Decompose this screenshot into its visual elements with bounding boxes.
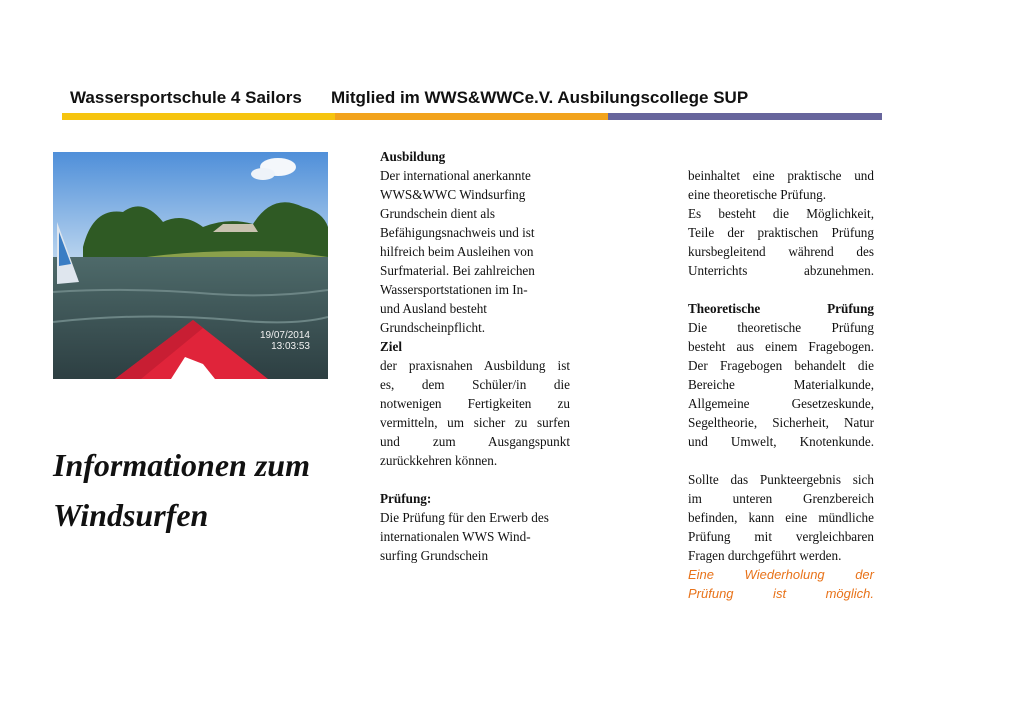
text-line: Surfmaterial. Bei zahlreichen — [380, 263, 535, 278]
text-line: hilfreich beim Ausleihen von — [380, 244, 534, 259]
text-line: Teile der praktischen Prüfung — [688, 225, 874, 240]
header-bar-yellow — [62, 113, 335, 120]
text-line: Sollte das Punkteergebnis sich — [688, 472, 874, 487]
title-line-1: Informationen zum — [53, 447, 310, 483]
text-line: Es besteht die Möglichkeit, — [688, 206, 874, 221]
text-line: Allgemeine Gesetzeskunde, — [688, 396, 874, 411]
header-bar-orange — [335, 113, 608, 120]
header-bar-purple — [608, 113, 882, 120]
title-line-2: Windsurfen — [53, 497, 209, 533]
text-line: Prüfung mit vergleichbaren — [688, 529, 874, 544]
text-line: Befähigungsnachweis und ist — [380, 225, 535, 240]
text-line: Unterrichts abzunehmen. — [688, 263, 874, 278]
text-line: und zum Ausgangspunkt — [380, 434, 570, 449]
text-line: Die theoretische Prüfung — [688, 320, 874, 335]
column-left — [380, 147, 570, 565]
text-line: vermitteln, um sicher zu surfen — [380, 415, 570, 430]
text-line: Fragen durchgeführt werden. — [688, 548, 842, 563]
text-line: beinhaltet eine praktische und — [688, 168, 874, 183]
spacer — [380, 470, 570, 489]
heading-ziel: Ziel — [380, 339, 402, 354]
text-line: der praxisnahen Ausbildung ist — [380, 358, 570, 373]
page-title — [53, 440, 353, 540]
windsurf-photo — [53, 152, 328, 379]
photo-time: 13:03:53 — [271, 341, 310, 352]
heading-pruefung: Prüfung: — [380, 491, 432, 506]
text-line: Segeltheorie, Sicherheit, Natur — [688, 415, 874, 430]
text-line: surfing Grundschein — [380, 548, 489, 563]
text-line: internationalen WWS Wind- — [380, 529, 531, 544]
text-line: es, dem Schüler/in die — [380, 377, 570, 392]
photo-date: 19/07/2014 — [259, 330, 310, 341]
text-line: befinden, kann eine mündliche — [688, 510, 874, 525]
text-line: zurückkehren können. — [380, 453, 498, 468]
text-line: und Ausland besteht — [380, 301, 487, 316]
school-name: Wassersportschule 4 Sailors — [70, 88, 302, 107]
heading-theoretische-pruefung: Theoretische Prüfung — [688, 301, 874, 316]
heading-ausbildung: Ausbildung — [380, 149, 446, 164]
text-line: Grundschein dient als — [380, 206, 495, 221]
column-right — [688, 166, 874, 603]
spacer — [688, 451, 874, 470]
membership-text: Mitglied im WWS&WWCe.V. Ausbilungscollege SUP — [331, 88, 749, 107]
repeat-note-line: Prüfung ist möglich. — [688, 586, 874, 601]
text-line: Grundscheinpflicht. — [380, 320, 486, 335]
text-line: kursbegleitend während des — [688, 244, 874, 259]
text-line: im unteren Grenzbereich — [688, 491, 874, 506]
text-line: eine theoretische Prüfung. — [688, 187, 827, 202]
text-line: Wassersportstationen im In- — [380, 282, 528, 297]
spacer — [688, 280, 874, 299]
text-line: Der international anerkannte — [380, 168, 531, 183]
text-line: besteht aus einem Fragebogen. — [688, 339, 874, 354]
text-line: notwenigen Fertigkeiten zu — [380, 396, 570, 411]
text-line: und Umwelt, Knotenkunde. — [688, 434, 874, 449]
repeat-note-line: Eine Wiederholung der — [688, 567, 874, 582]
text-line: Bereiche Materialkunde, — [688, 377, 874, 392]
text-line: Der Fragebogen behandelt die — [688, 358, 874, 373]
text-line: WWS&WWC Windsurfing — [380, 187, 526, 202]
text-line: Die Prüfung für den Erwerb des — [380, 510, 549, 525]
